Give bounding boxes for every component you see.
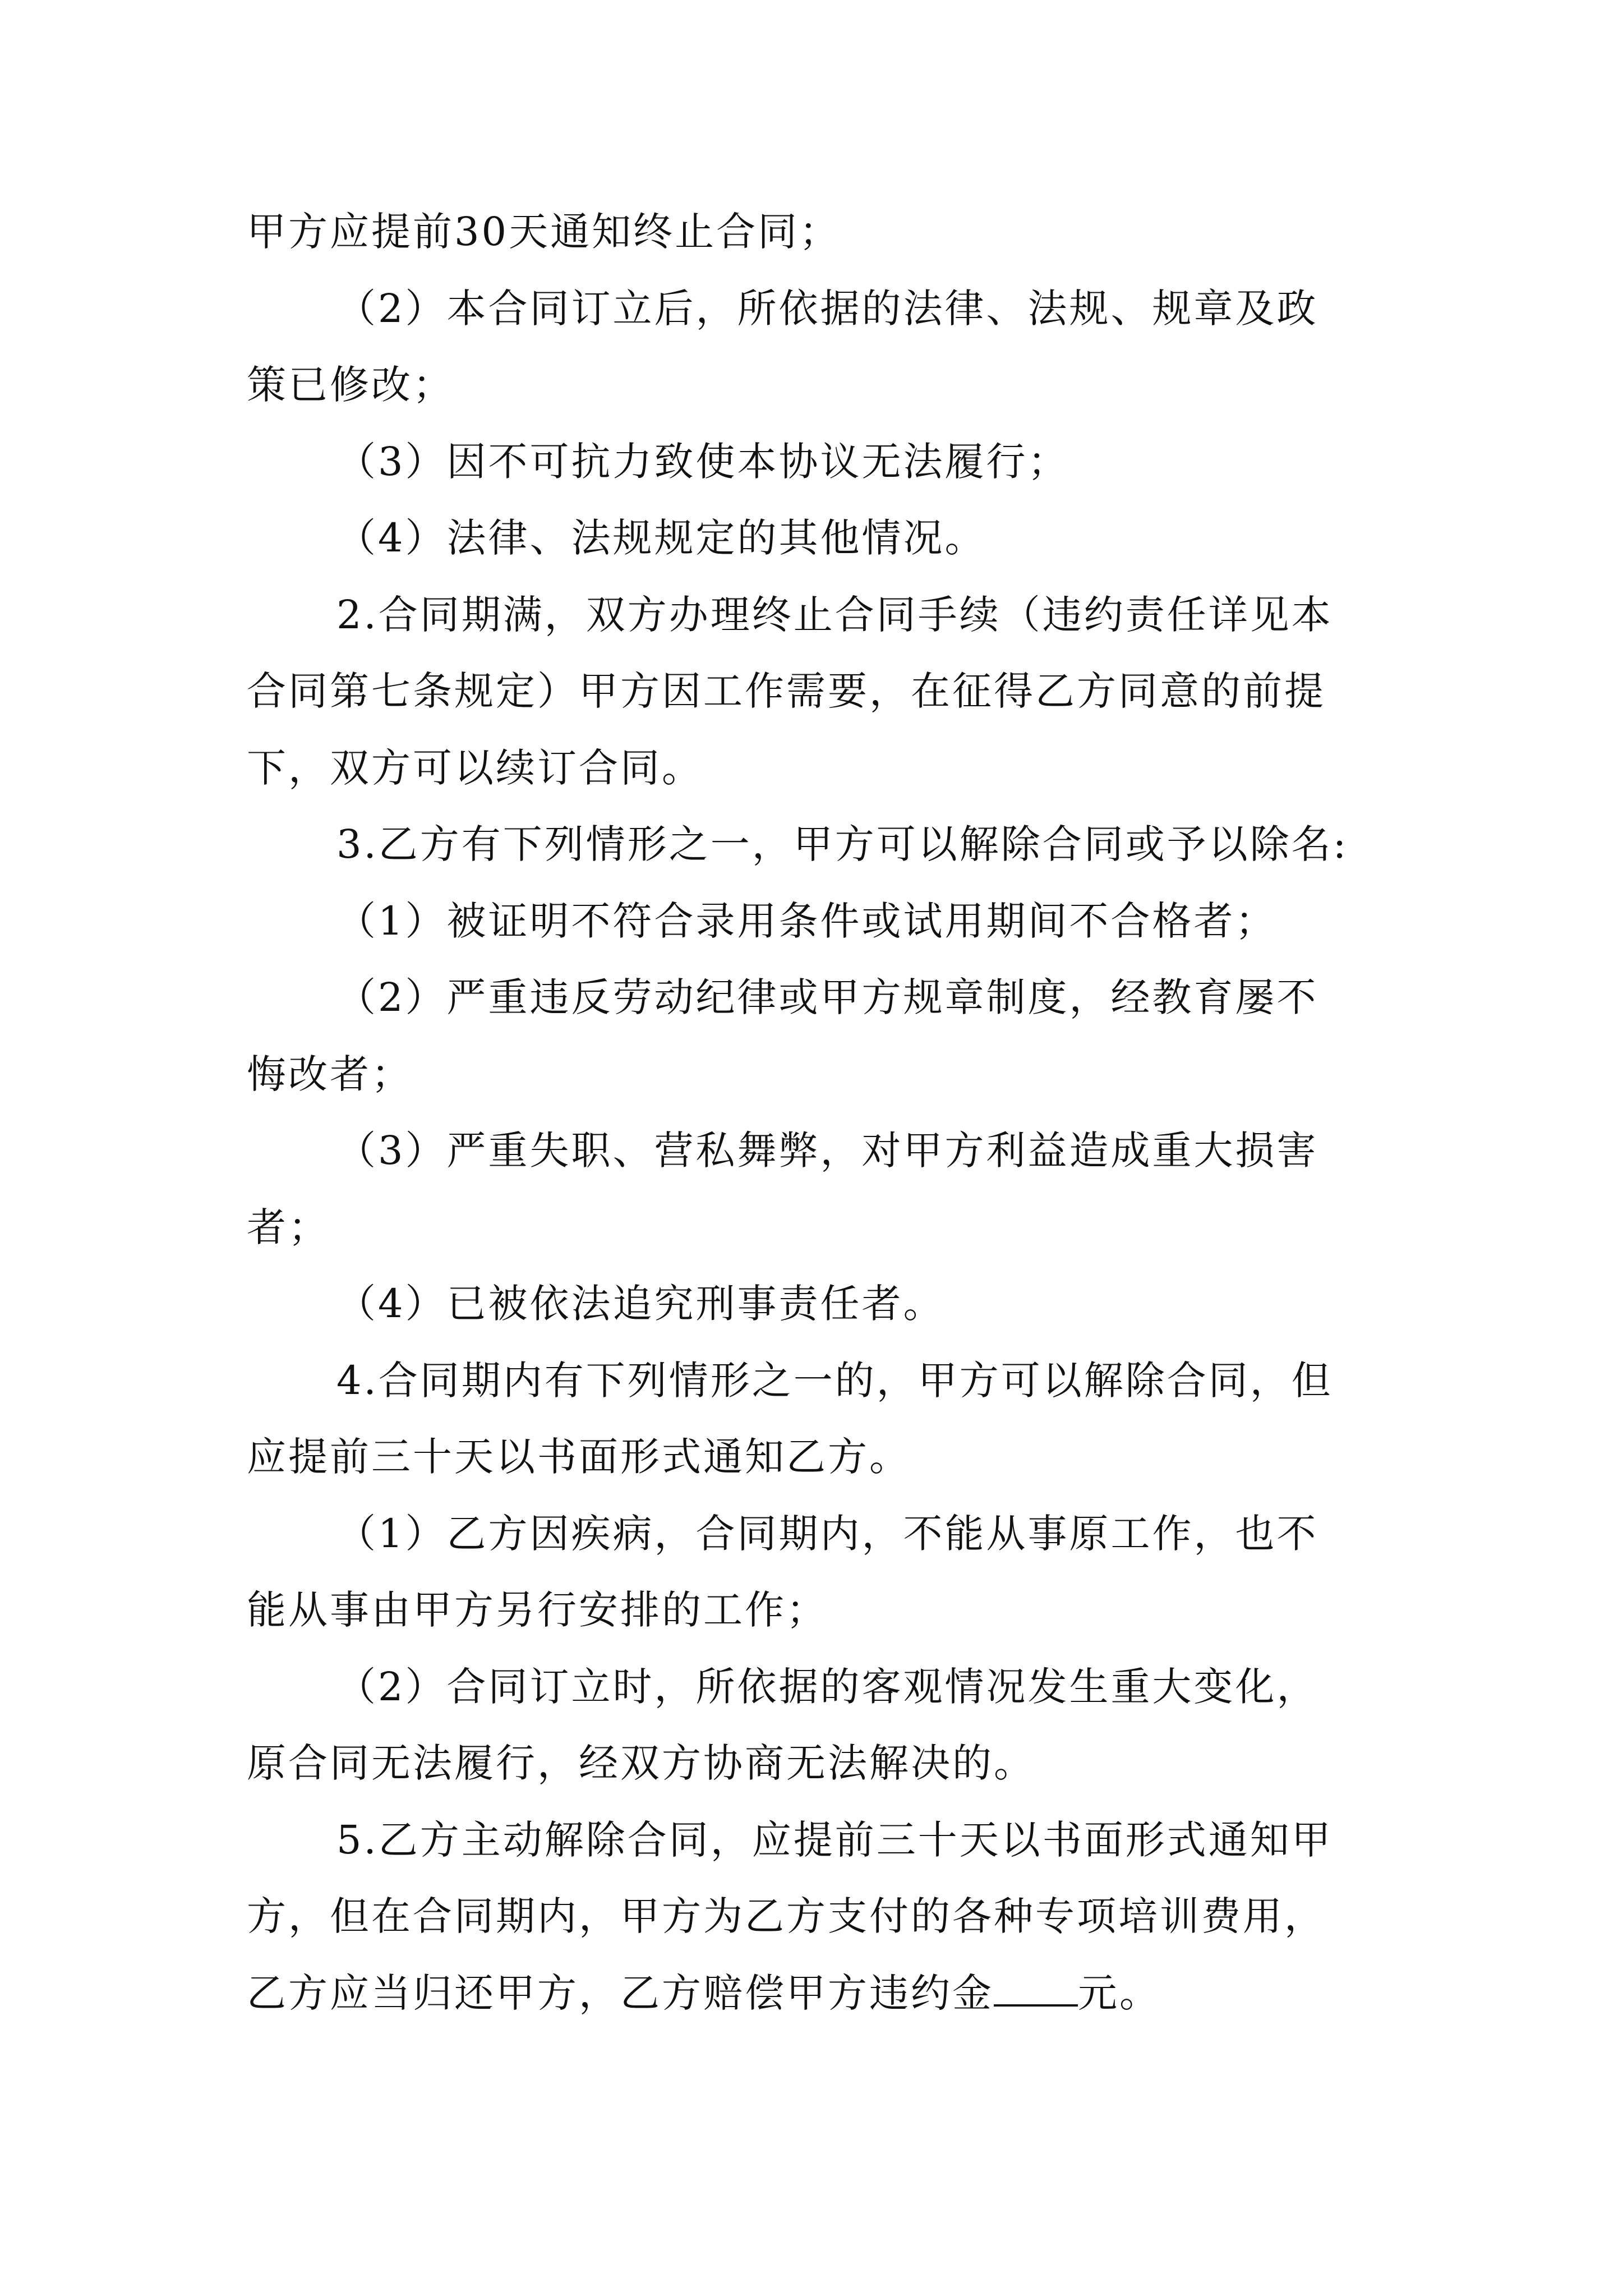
text-line: （1）乙方因疾病，合同期内，不能从事原工作，也不 bbox=[336, 1510, 1318, 1557]
text-line: 应提前三十天以书面形式通知乙方。 bbox=[247, 1434, 911, 1480]
text-line: 能从事由甲方另行安排的工作； bbox=[247, 1587, 828, 1633]
text-line: 5.乙方主动解除合同，应提前三十天以书面形式通知甲 bbox=[336, 1816, 1333, 1863]
document-body bbox=[247, 194, 1382, 2031]
text-line: （3）因不可抗力致使本协议无法履行； bbox=[336, 438, 1069, 485]
amount-blank bbox=[994, 1971, 1078, 2007]
text-line: 原合同无法履行，经双方协商无法解决的。 bbox=[247, 1740, 1035, 1786]
text-line: 策已修改； bbox=[247, 362, 454, 408]
text-line: 甲方应提前30天通知终止合同； bbox=[247, 209, 841, 255]
text-line: （3）严重失职、营私舞弊，对甲方利益造成重大损害 bbox=[336, 1128, 1318, 1174]
text-line: （2）合同订立时，所依据的客观情况发生重大变化， bbox=[336, 1663, 1318, 1710]
penalty-text-after: 元。 bbox=[1078, 1970, 1161, 2016]
text-line: （4）已被依法追究刑事责任者。 bbox=[336, 1281, 945, 1327]
text-line: （1）被证明不符合录用条件或试用期间不合格者； bbox=[336, 898, 1277, 944]
text-line: 下，双方可以续订合同。 bbox=[247, 744, 703, 791]
text-line: （4）法律、法规规定的其他情况。 bbox=[336, 515, 986, 561]
text-line: 4.合同期内有下列情形之一的，甲方可以解除合同，但 bbox=[336, 1357, 1333, 1404]
text-line-penalty bbox=[247, 1955, 1382, 2032]
text-line: 方，但在合同期内，甲方为乙方支付的各种专项培训费用， bbox=[247, 1893, 1326, 1939]
text-line: 者； bbox=[247, 1204, 330, 1250]
text-line: 3.乙方有下列情形之一，甲方可以解除合同或予以除名: bbox=[336, 821, 1349, 867]
penalty-text-before: 乙方应当归还甲方，乙方赔偿甲方违约金 bbox=[247, 1970, 994, 2016]
text-line: 2.合同期满，双方办理终止合同手续（违约责任详见本 bbox=[336, 591, 1333, 638]
text-line: （2）本合同订立后，所依据的法律、法规、规章及政 bbox=[336, 285, 1318, 332]
text-line: 悔改者； bbox=[247, 1051, 413, 1097]
text-line: 合同第七条规定）甲方因工作需要，在征得乙方同意的前提 bbox=[247, 668, 1326, 714]
text-line: （2）严重违反劳动纪律或甲方规章制度，经教育屡不 bbox=[336, 974, 1318, 1020]
